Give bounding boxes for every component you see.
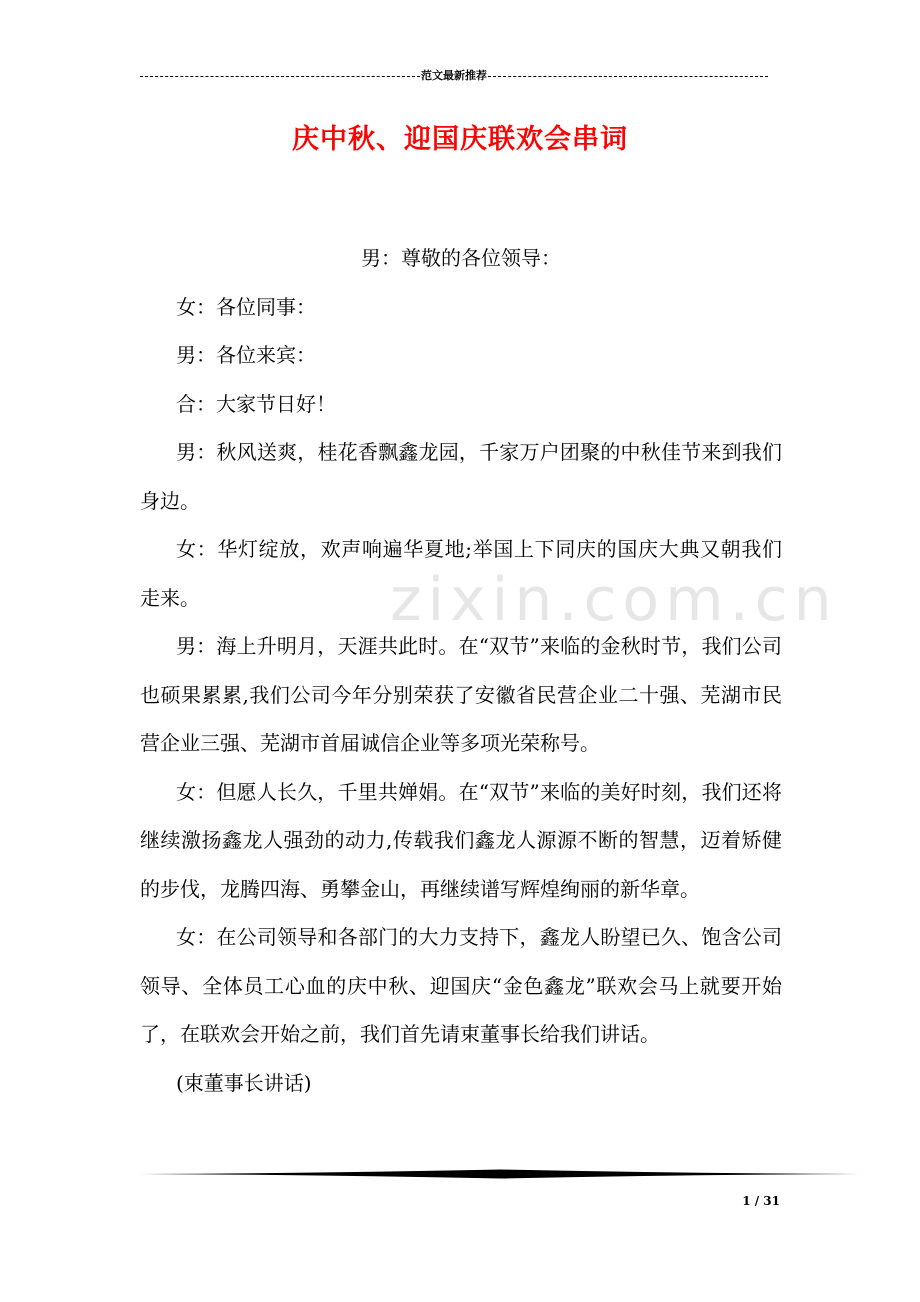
document-title: 庆中秋、迎国庆联欢会串词 (292, 124, 628, 155)
paragraph: 女：在公司领导和各部门的大力支持下，鑫龙人盼望已久、饱含公司领导、全体员工心血的庆中秋、迎国庆“金色鑫龙”联欢会马上就要开始了，在联欢会开始之前，我们首先请束董事长给我们讲话。 (140, 925, 782, 1046)
page-number: 1 / 31 (742, 1194, 780, 1208)
paragraph: 女：各位同事： (176, 294, 316, 319)
paragraph: 男：尊敬的各位领导： (361, 246, 561, 270)
header-label: 范文最新推荐 (421, 69, 487, 82)
paragraph: (束董事长讲话) (176, 1070, 312, 1095)
paragraph: 男：各位来宾： (176, 343, 316, 367)
header-dashes-right (488, 76, 768, 77)
header-dashes-left (140, 76, 420, 77)
paragraph: 合：大家节日好！ (176, 391, 336, 416)
watermark: zixin.com.cn (390, 565, 838, 635)
page-header (140, 68, 768, 84)
paragraph: 女：华灯绽放，欢声响遍华夏地;举国上下同庆的国庆大典又朝我们走来。 (140, 537, 782, 610)
paragraph: 男：海上升明月，天涯共此时。在“双节”来临的金秋时节，我们公司也硕果累累,我们公司今年分别荣获了安徽省民营企业二十强、芜湖市民营企业三强、芜湖市首届诚信企业等多项光荣称号。 (140, 634, 782, 755)
document-body (140, 234, 782, 1107)
paragraph: 男：秋风送爽，桂花香飘鑫龙园，千家万户团聚的中秋佳节来到我们身边。 (140, 440, 782, 513)
footer-rule (140, 1168, 862, 1180)
paragraph: 女：但愿人长久，千里共婵娟。在“双节”来临的美好时刻，我们还将继续激扬鑫龙人强劲的动力,传载我们鑫龙人源源不断的智慧，迈着矫健的步伐，龙腾四海、勇攀金山，再继续谱写辉煌绚丽的新华章。 (140, 779, 782, 901)
